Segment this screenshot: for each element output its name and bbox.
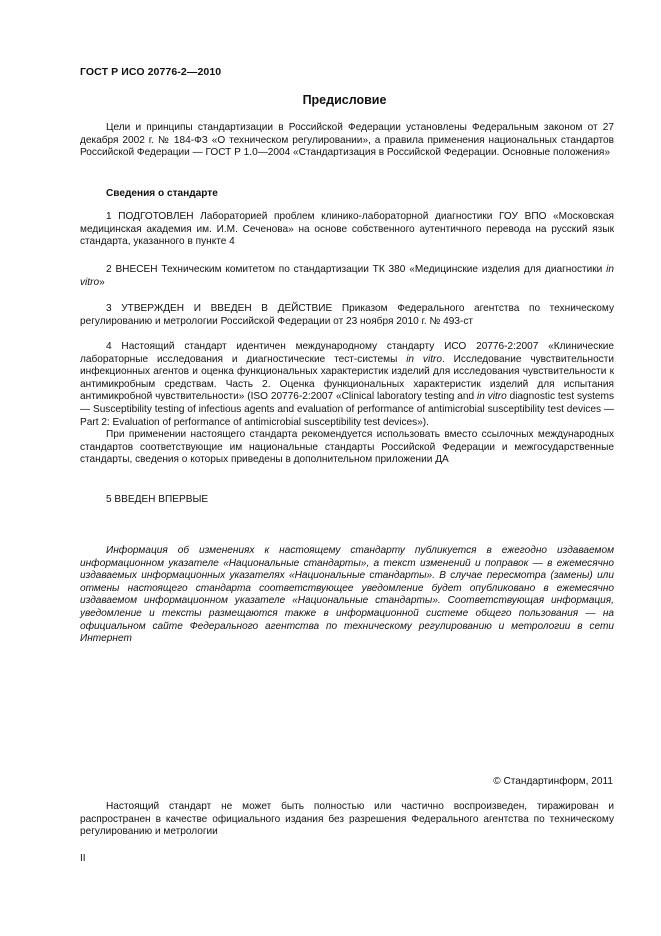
intro-text: Цели и принципы стандартизации в Российской Федерации установлены Федеральным законом от 27 декабря 2002 г. № 184-ФЗ «О техническом регулировании», а правила применения национальных стандартов Российской Федерации — ГОСТ Р 1.0—2004 «Стандартизация в Российской Федерации. Основные положения» [80, 122, 614, 159]
reproduction-notice-text: Настоящий стандарт не может быть полностью или частично воспроизведен, тиражирован и распространен в качестве официального издания без разрешения Федерального агентства по техническому регулированию и метрологии [80, 801, 614, 838]
item-1-text: 1 ПОДГОТОВЛЕН Лабораторией проблем клинико-лабораторной диагностики ГОУ ВПО «Московская медицинская академия им. И.М. Сеченова» на основе собственного аутентичного перевода на русский язык стандарта, указанного в пункте 4 [80, 211, 614, 248]
item-3-text: 3 УТВЕРЖДЕН И ВВЕДЕН В ДЕЙСТВИЕ Приказом Федерального агентства по техническому регулированию и метрологии Российской Федерации от 23 ноября 2010 г. № 493-ст [80, 303, 614, 327]
info-notice-text: Информация об изменениях к настоящему стандарту публикуется в ежегодно издаваемом информационном указателе «Национальные стандарты», а текст изменений и поправок — в ежемесячно издаваемых информационных указателях «Национальные стандарты». В случае пересмотра (замены) или отмены настоящего стандарта соответствующее уведомление будет опубликовано в ежемесячно издаваемом информационном указателе «Национальные стандарты». Соответствующая информация, уведомление и тексты размещаются также в информационной системе общего пользования — на официальном сайте Федерального агентства по техническому регулированию и метрологии в сети Интернет [80, 545, 614, 645]
item-2-text [80, 264, 614, 289]
item-4-italic-2: in vitro [476, 391, 507, 403]
item-4-text [80, 341, 614, 429]
intro-paragraph [80, 122, 614, 160]
info-notice [80, 545, 614, 646]
item-5 [80, 494, 614, 507]
section-heading: Сведения о стандарте [106, 188, 218, 199]
item-4-italic-1: in vitro [406, 353, 442, 365]
item-1 [80, 211, 614, 249]
item-2-text-b: » [99, 276, 105, 288]
page-title: Предисловие [302, 93, 387, 107]
item-4-text-c: diagnostic test systems — Susceptibility testing of infectious agents and evaluation of performance of antimicrobial susceptibility test devices — Part 2: Evaluation of performance of antimicrobial susceptibility test devices»). [80, 391, 614, 428]
reproduction-notice [80, 801, 614, 839]
item-4-text-a: 4 Настоящий стандарт идентичен международному стандарту ИСО 20776-2:2007 «Клинические лабораторные исследования и диагностические тест-системы [80, 341, 614, 365]
copyright-line: © Стандартинформ, 2011 [493, 776, 613, 787]
item-2 [80, 264, 614, 289]
item-4 [80, 341, 614, 467]
item-5-text: 5 ВВЕДЕН ВПЕРВЫЕ [106, 494, 209, 505]
item-4-note: При применении настоящего стандарта рекомендуется использовать вместо ссылочных международных стандартов соответствующие им национальные стандарты Российской Федерации и межгосударственные стандарты, сведения о которых приведены в дополнительном приложении ДА [80, 429, 614, 466]
item-3 [80, 303, 614, 328]
page-number: II [80, 853, 86, 864]
item-2-italic: in vitro [80, 264, 614, 288]
item-4-text-b: . Исследование чувствительности инфекционных агентов и оценка функциональных характеристик изделий для исследования чувствительности к антимикробным средствам. Часть 2. Оценка функциональных характеристик изделий для испытания антимикробной чувствительности» (ISO 20776-2:2007 «Clinical laboratory testing and [80, 353, 614, 403]
item-2-text-a: 2 ВНЕСЕН Техническим комитетом по стандартизации ТК 380 «Медицинские изделия для диагностики [106, 264, 607, 275]
standard-code-header: ГОСТ Р ИСО 20776-2—2010 [80, 66, 222, 78]
